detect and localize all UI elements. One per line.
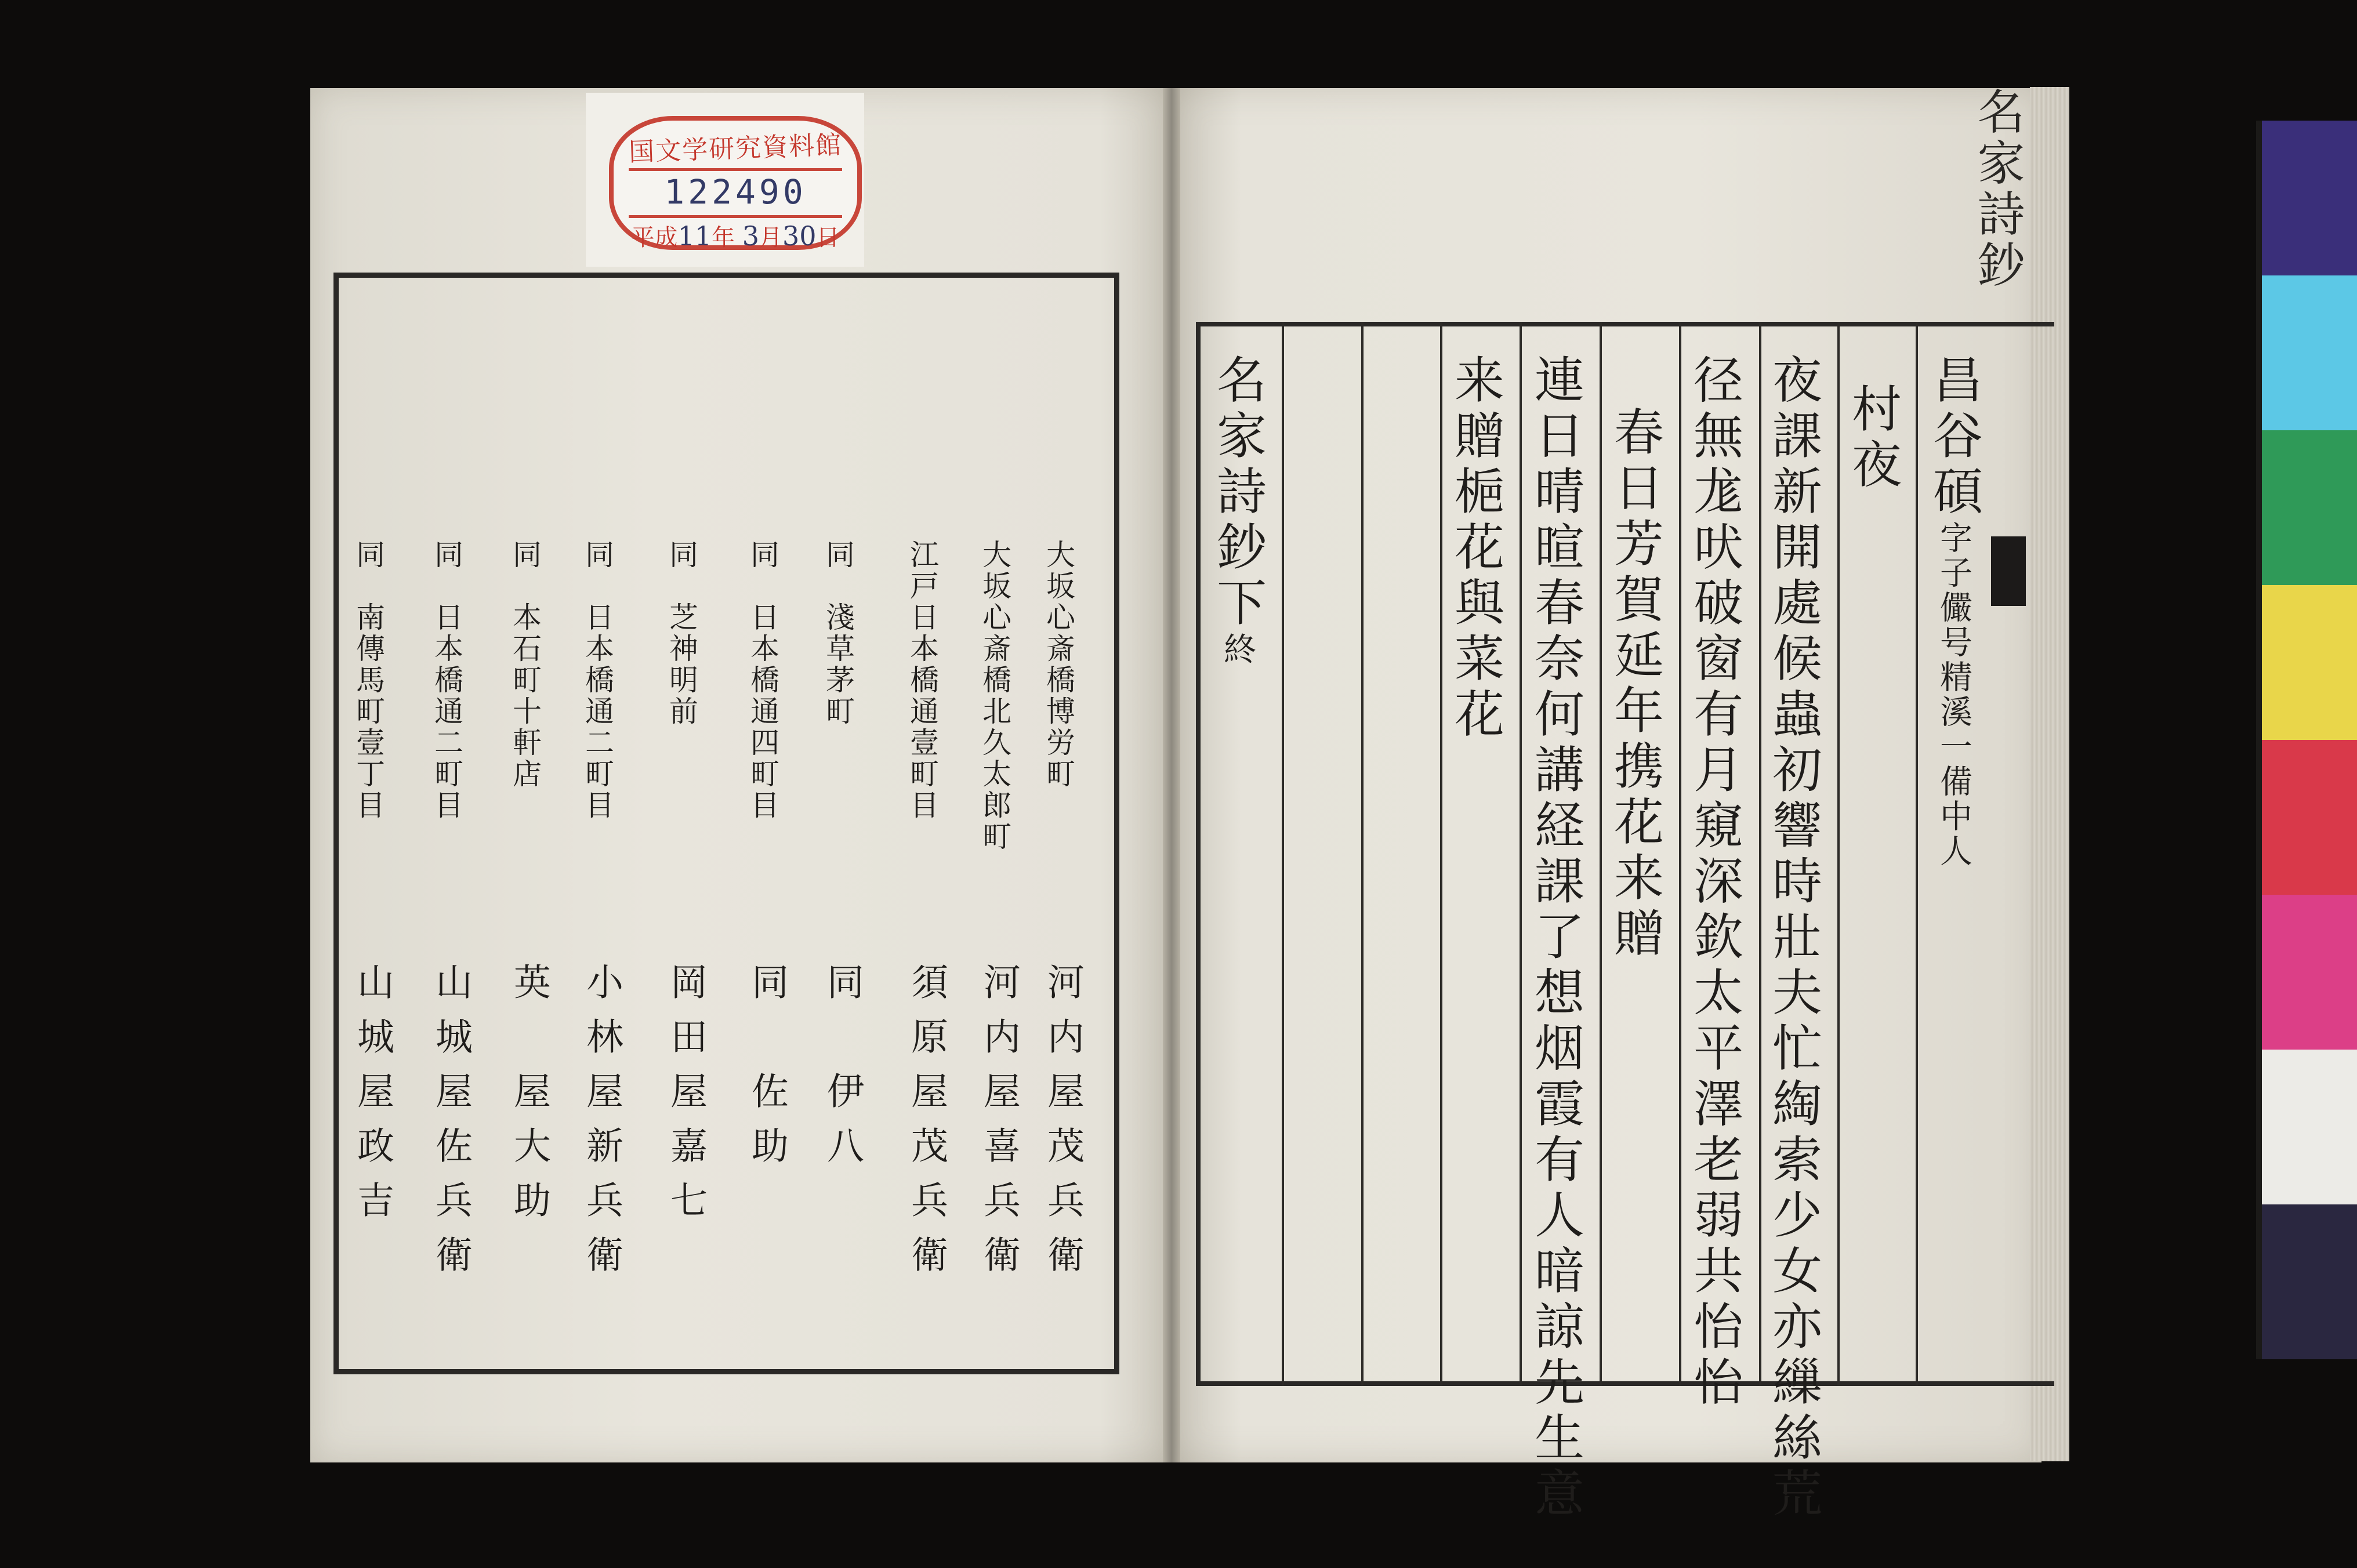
color-swatch [2262, 1050, 2357, 1204]
publisher-address: 同 淺草茅町 [821, 539, 855, 727]
stamp-date-day: 30 [782, 220, 817, 252]
publisher-name: 岡田屋嘉七 [664, 963, 707, 1235]
stamp-date-day-unit: 日 [816, 224, 840, 251]
publisher-address: 同 南傳馬町壹丁目 [351, 539, 385, 821]
poem-title: 村夜 [1843, 383, 1901, 494]
publisher-name: 英 屋大助 [507, 963, 550, 1235]
color-swatch [2262, 895, 2357, 1050]
publisher-address: 同 日本橋通二町目 [430, 539, 463, 821]
publisher-address: 同 本石町十軒店 [508, 539, 542, 790]
poem-line: 夜課新開處候蟲初響時壯夫忙綯索少女亦繅絲荒 [1764, 354, 1822, 1523]
column-rule [1916, 322, 1918, 1386]
stamp-divider [629, 168, 842, 171]
stamp-date-month: 3 [742, 220, 759, 252]
publisher-address: 同 日本橋通二町目 [581, 539, 614, 821]
poem-title: 春日芳賀延年携花来贈 [1605, 406, 1663, 963]
column-rule [1282, 322, 1284, 1386]
color-swatch [2262, 430, 2357, 585]
column-rule [1679, 322, 1681, 1386]
color-swatch [2262, 740, 2357, 895]
spine-tab [1991, 536, 2026, 606]
poem-line: 径無尨吠破窗有月窺深欽太平澤老弱共怡怡 [1685, 354, 1743, 1411]
publisher-address: 同 芝神明前 [665, 539, 698, 727]
column-rule [1837, 322, 1840, 1386]
color-swatch [2262, 585, 2357, 740]
stamp-date-era: 平成 [631, 224, 678, 251]
color-swatch [2262, 275, 2357, 430]
column-rule [1520, 322, 1522, 1386]
column-rule [1600, 322, 1602, 1386]
volume-end-mark: 終 [1219, 632, 1256, 667]
stamp-number: 122490 [664, 172, 807, 212]
color-calibration-bar [2256, 121, 2357, 1359]
stamp-divider [629, 215, 842, 218]
stamp-date-year: 11 [677, 220, 712, 252]
publisher-name: 山城屋政吉 [351, 963, 394, 1235]
color-swatch [2262, 1204, 2357, 1359]
volume-end-title [1208, 354, 1266, 667]
poet-note: 字子儼号精溪一備中人 [1935, 521, 1972, 869]
library-stamp [609, 116, 862, 250]
poem-line: 連日晴暄春奈何講経課了想烟霞有人暗諒先生意 [1526, 354, 1584, 1523]
stamp-date-month-unit: 月 [759, 224, 782, 251]
block-title: 名家詩鈔 [1970, 87, 2025, 291]
publisher-name: 山城屋佐兵衛 [429, 963, 472, 1290]
publisher-address: 江戸日本橋通壹町目 [905, 539, 939, 821]
publisher-address: 同 日本橋通四町目 [746, 539, 779, 821]
publisher-name: 河内屋茂兵衛 [1041, 963, 1084, 1290]
publisher-address: 大坂心斎橋博労町 [1042, 539, 1075, 790]
stamp-date-year-unit: 年 [712, 224, 735, 251]
publisher-name: 河内屋喜兵衛 [977, 963, 1020, 1290]
column-rule [1361, 322, 1364, 1386]
publisher-name: 同 伊八 [821, 963, 864, 1181]
poet-name [1924, 354, 1982, 869]
stamp-date [614, 219, 857, 252]
color-swatch [2262, 121, 2357, 275]
publisher-name: 同 佐助 [745, 963, 788, 1181]
poem-line: 来贈梔花與菜花 [1446, 354, 1504, 743]
book-gutter [1163, 88, 1180, 1462]
publisher-address: 大坂心斎橋北久太郎町 [978, 539, 1011, 852]
publisher-name: 須原屋茂兵衛 [905, 963, 948, 1290]
poet-name-text: 昌谷碩 [1924, 354, 1982, 521]
column-rule [1759, 322, 1761, 1386]
column-rule [1440, 322, 1442, 1386]
stamp-institution: 国文学研究資料館 [628, 130, 843, 168]
publisher-name: 小林屋新兵衛 [580, 963, 623, 1290]
volume-end-title-text: 名家詩鈔下 [1208, 354, 1266, 632]
